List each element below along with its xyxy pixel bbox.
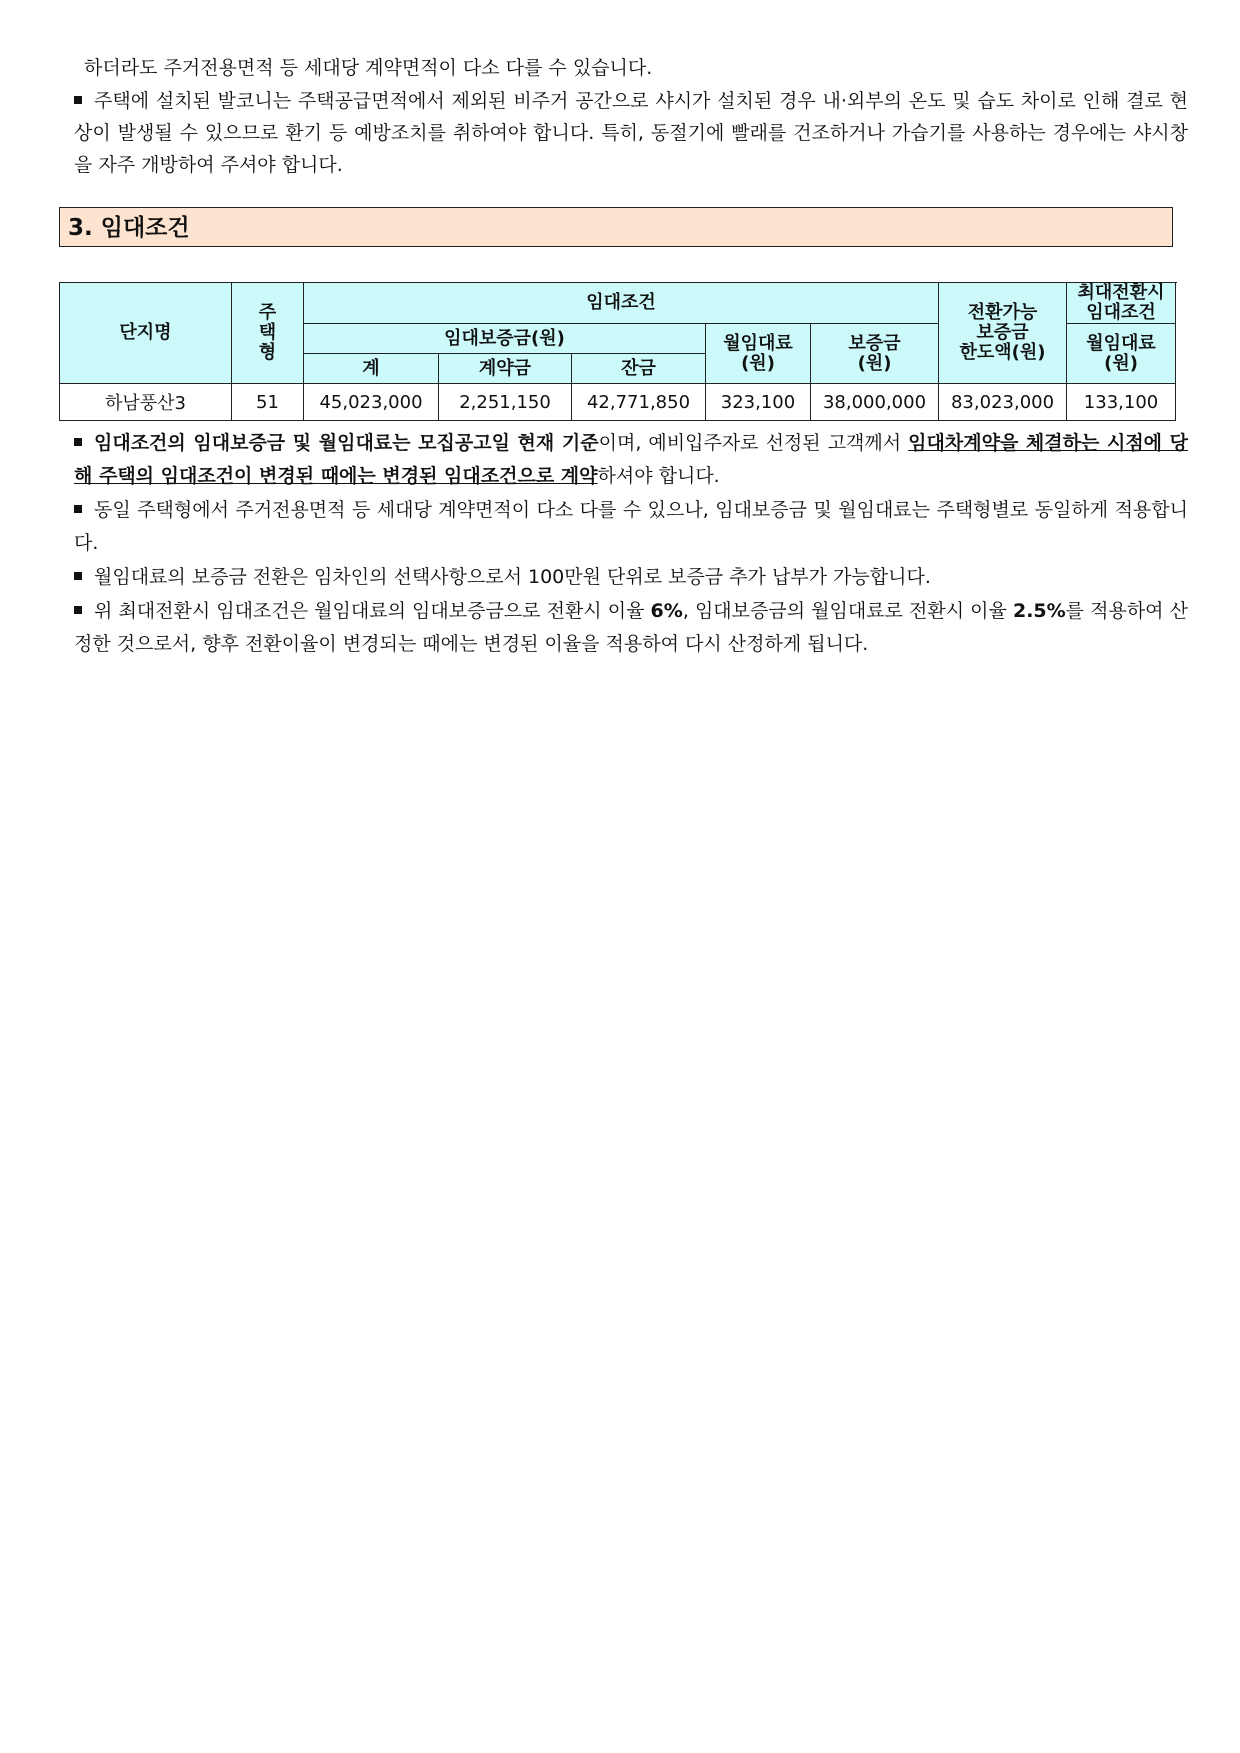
note-2 — [74, 494, 1188, 560]
note-4-e: 를 적용하여 산정한 것으로서, 향후 전환이율이 변경되는 때에는 변경된 이율을 적용하여 다시 산정하게 됩니다. — [74, 600, 1188, 655]
col-max-monthly: 월임대료 (원) — [1067, 324, 1176, 384]
col-rent-conditions: 임대조건 — [304, 283, 939, 324]
col-max-conversion: 최대전환시 임대조건 — [1067, 283, 1176, 324]
note-1-mid: 이며, 예비입주자로 선정된 고객께서 — [598, 432, 909, 454]
cell-monthly: 323,100 — [706, 384, 811, 421]
cell-balance: 42,771,850 — [572, 384, 706, 421]
note-4-rate-2: 2.5% — [1012, 600, 1066, 622]
bullet-square-icon — [74, 438, 82, 446]
note-4 — [74, 595, 1188, 661]
rent-table — [59, 282, 1176, 421]
note-1-bold: 임대조건의 임대보증금 및 월임대료는 모집공고일 현재 기준 — [94, 432, 599, 454]
note-1-underlined: 임대차계약을 체결하는 시점에 당해 주택의 임대조건이 변경된 때에는 변경된 임대조건으로 계약 — [74, 432, 1189, 487]
col-convertible: 전환가능 보증금 한도액(원) — [939, 283, 1067, 384]
col-deposit: 임대보증금(원) — [304, 324, 706, 354]
bullet-square-icon — [74, 505, 82, 513]
note-4-c: , 임대보증금의 월임대료로 전환시 이율 — [682, 600, 1013, 622]
col-max-deposit: 보증금 (원) — [811, 324, 939, 384]
col-type: 주 택 형 — [232, 283, 304, 384]
col-balance: 잔금 — [572, 354, 706, 384]
note-3 — [74, 561, 1188, 594]
cell-convertible: 38,000,000 — [811, 384, 939, 421]
col-monthly: 월임대료 (원) — [706, 324, 811, 384]
col-total: 계 — [304, 354, 439, 384]
intro-bullet — [74, 85, 1188, 181]
cell-max-monthly: 133,100 — [1067, 384, 1176, 421]
cell-max-deposit: 83,023,000 — [939, 384, 1067, 421]
intro-line: 하더라도 주거전용면적 등 세대당 계약면적이 다소 다를 수 있습니다. — [84, 57, 653, 79]
bullet-square-icon — [74, 606, 82, 614]
cell-type: 51 — [232, 384, 304, 421]
cell-total: 45,023,000 — [304, 384, 439, 421]
note-3-text: 월임대료의 보증금 전환은 임차인의 선택사항으로서 100만원 단위로 보증금 추가 납부가 가능합니다. — [94, 566, 931, 588]
col-complex: 단지명 — [60, 283, 232, 384]
bullet-square-icon — [74, 96, 82, 104]
table-row — [60, 384, 1176, 421]
section-title: 3. 임대조건 — [59, 207, 1173, 247]
note-2-text: 동일 주택형에서 주거전용면적 등 세대당 계약면적이 다소 다를 수 있으나, 임대보증금 및 월임대료는 주택형별로 동일하게 적용합니다. — [74, 499, 1188, 554]
cell-contract: 2,251,150 — [439, 384, 572, 421]
note-1-end: 하셔야 합니다. — [597, 465, 720, 487]
intro-bullet-text: 주택에 설치된 발코니는 주택공급면적에서 제외된 비주거 공간으로 샤시가 설치된 경우 내·외부의 온도 및 습도 차이로 인해 결로 현상이 발생될 수 있으므로 환기 등 예방조치를 취하여야 합니다. 특히, 동절기에 빨래를 건조하거나 가습기를 사용하는 경우에는 샤시창을 자주 개방하여 주셔야 합니다. — [74, 90, 1188, 176]
note-4-rate-1: 6% — [650, 600, 683, 622]
bullet-square-icon — [74, 572, 82, 580]
cell-complex: 하남풍산3 — [60, 384, 232, 421]
note-4-a: 위 최대전환시 임대조건은 월임대료의 임대보증금으로 전환시 이율 — [94, 600, 651, 622]
note-1 — [74, 427, 1188, 493]
col-contract: 계약금 — [439, 354, 572, 384]
